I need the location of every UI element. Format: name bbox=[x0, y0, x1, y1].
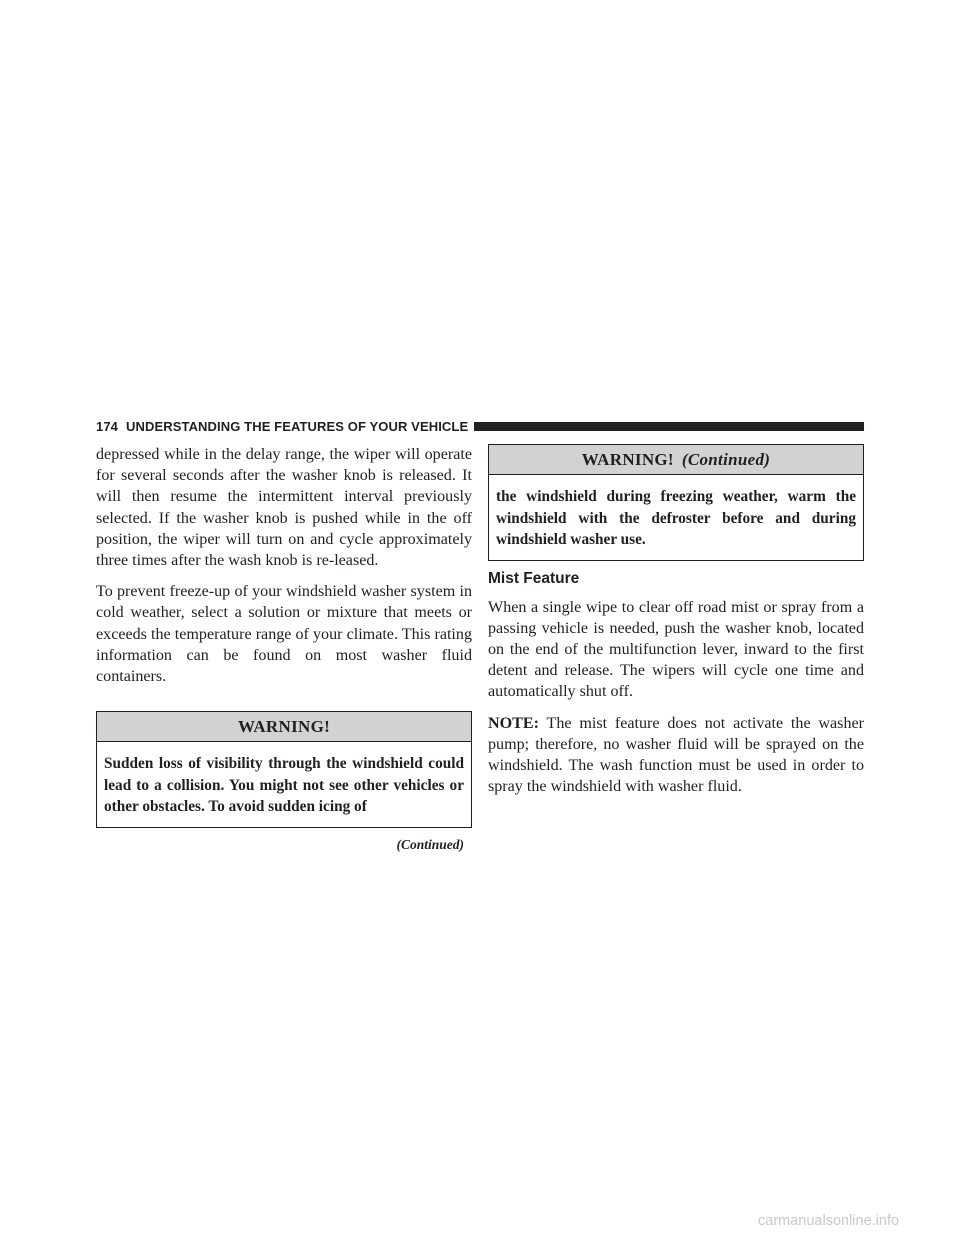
right-column bbox=[488, 444, 864, 807]
warning-box bbox=[96, 711, 472, 828]
continued-label: (Continued) bbox=[396, 836, 464, 852]
warning-title-text: WARNING! bbox=[581, 450, 674, 469]
warning-text-continued: the windshield during freezing weather, warm the windshield with the defroster before and during windshield washer use. bbox=[496, 488, 856, 548]
page-number: 174 bbox=[96, 418, 118, 434]
section-title: UNDERSTANDING THE FEATURES OF YOUR VEHICLE bbox=[126, 418, 469, 434]
page-header bbox=[96, 417, 864, 435]
note-text: The mist feature does not activate the washer pump; therefore, no washer fluid will be sprayed on the windshield. The wash function must be used in order to spray the windshield with washer fluid. bbox=[488, 714, 864, 796]
warning-title-continued bbox=[489, 445, 863, 475]
warning-title-text: WARNING! bbox=[237, 717, 331, 737]
paragraph-freeze-up: To prevent freeze-up of your windshield washer system in cold weather, select a solution or mixture that meets or exceeds the temperature range of your climate. This rating information can be found on most washer fluid containers. bbox=[96, 583, 472, 686]
header-rule bbox=[474, 422, 864, 431]
paragraph-mist-feature: When a single wipe to clear off road mist or spray from a passing vehicle is needed, push the washer knob, located on the end of the multifunction lever, inward to the first detent and release. The wipers will cycle one time and automatically shut off. bbox=[488, 598, 864, 701]
left-column bbox=[96, 444, 472, 853]
watermark-text: carmanualsonline.info bbox=[758, 1213, 900, 1229]
warning-box-continued bbox=[488, 444, 864, 561]
paragraph-delay-range: depressed while in the delay range, the wiper will operate for several seconds after the washer knob is released. It will then resume the intermittent interval previously selected. If the washer knob is pushed while in the off position, the wiper will turn on and cycle approximately three times after the wash knob is re-leased. bbox=[96, 446, 472, 570]
note-label: NOTE: bbox=[488, 714, 539, 732]
warning-continued-label: (Continued) bbox=[681, 450, 771, 469]
warning-text: Sudden loss of visibility through the windshield could lead to a collision. You might not see other vehicles or other obstacles. To avoid sudden icing of bbox=[104, 755, 464, 816]
note-paragraph bbox=[488, 713, 864, 798]
section-heading-mist-feature: Mist Feature bbox=[488, 569, 580, 587]
warning-title bbox=[97, 712, 471, 742]
